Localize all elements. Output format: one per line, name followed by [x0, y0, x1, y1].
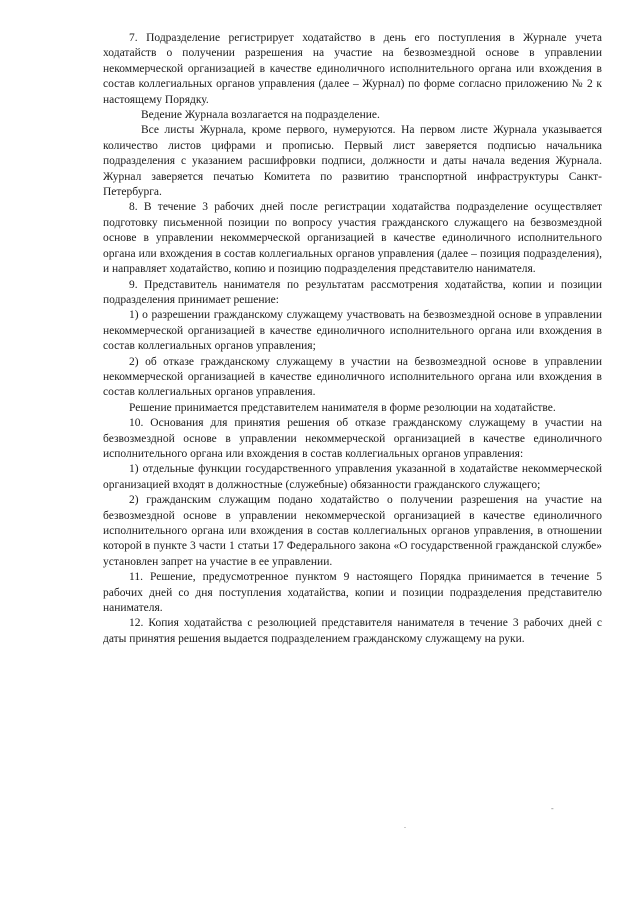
paragraph-9-item-2: 2) об отказе гражданскому служащему в участии на безвозмездной основе в управлении некоммерческой организацией в качестве единоличного исполнительного органа или вхождения в состав коллегиальных органов управления. [103, 355, 602, 399]
stray-mark: - [551, 804, 554, 813]
paragraph-12: 12. Копия ходатайства с резолюцией представителя нанимателя в течение 3 рабочих дней с даты принятия решения выдается подразделением гражданскому служащему на руки. [103, 617, 602, 645]
paragraph-9: 9. Представитель нанимателя по результатам рассмотрения ходатайства, копии и позиции подразделения принимает решение: [103, 278, 602, 306]
paragraph-10: 10. Основания для принятия решения об отказе гражданскому служащему в участии на безвозмездной основе в управлении некоммерческой организацией в качестве единоличного исполнительного органа или вхождения в состав коллегиальных органов управления: [103, 417, 602, 460]
paragraph-9-resolution: Решение принимается представителем нанимателя в форме резолюции на ходатайстве. [129, 401, 556, 414]
paragraph-10-item-1: 1) отдельные функции государственного управления указанной в ходатайстве некоммерческой организацией входят в должностные (служебные) обязанности гражданского служащего; [103, 463, 602, 491]
paragraph-11: 11. Решение, предусмотренное пунктом 9 настоящего Порядка принимается в течение 5 рабочих дней со дня поступления ходатайства, копии и позиции подразделения представителю нанимателя. [103, 571, 602, 615]
paragraph-10-item-2: 2) гражданским служащим подано ходатайство о получении разрешения на участие на безвозмездной основе в управлении некоммерческой организацией в качестве единоличного исполнительного органа или вхождения в состав коллегиальных органов управления, в отношении которой в пункте 3 части 1 статьи 17 Федерального закона «О государственной гражданской службе» установлен запрет на участие в ее управлении. [103, 494, 602, 568]
paragraph-7: 7. Подразделение регистрирует ходатайство в день его поступления в Журнале учета ходатайств о получении разрешения на участие на безвозмездной основе в управлении некоммерческой организацией в качестве единоличного исполнительного органа или вхождения в состав коллегиальных органов управления (далее – Журнал) по форме согласно приложению № 2 к настоящему Порядку. [103, 32, 602, 106]
paragraph-9-item-1: 1) о разрешении гражданскому служащему участвовать на безвозмездной основе в управлении некоммерческой организацией в качестве единоличного исполнительного органа или вхождения в состав коллегиальных органов управления; [103, 309, 602, 353]
paragraph-journal-sheets: Все листы Журнала, кроме первого, нумеруются. На первом листе Журнала указывается количество листов цифрами и прописью. Первый лист заверяется подписью начальника подразделения с указанием расшифровки подписи, должности и даты начала ведения Журнала. Журнал заверяется печатью Комитета по развитию транспортной инфраструктуры Санкт-Петербурга. [103, 124, 602, 199]
stray-dot: . [404, 821, 406, 830]
paragraph-8: 8. В течение 3 рабочих дней после регистрации ходатайства подразделение осуществляет подготовку письменной позиции по вопросу участия гражданского служащего на безвозмездной основе в управлении некоммерческой организацией в качестве единоличного исполнительного органа или вхождения в состав коллегиальных органов управления (далее – позиция подразделения), и направляет ходатайство, копию и позицию подразделения представителю нанимателя. [103, 201, 602, 276]
paragraph-journal-duty: Ведение Журнала возлагается на подразделение. [141, 109, 380, 122]
